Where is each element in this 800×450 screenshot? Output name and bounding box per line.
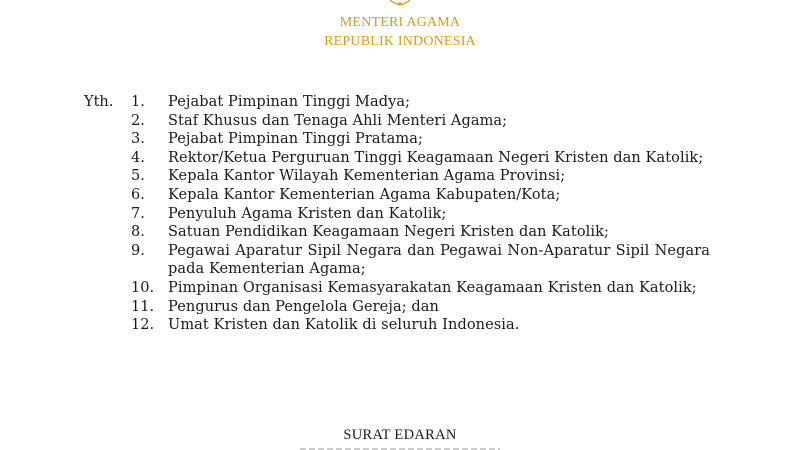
recipient-number: 3. (131, 131, 145, 148)
recipient-number: 8. (131, 224, 145, 241)
recipient-list (0, 93, 800, 335)
recipient-text: Pegawai Aparatur Sipil Negara dan Pegawai Non-Aparatur Sipil Negara pada Kementerian Agama; (168, 242, 710, 278)
recipient-item (0, 186, 800, 205)
recipient-number: 10. (131, 279, 155, 296)
garuda-emblem-icon (386, 0, 414, 8)
recipient-number: 12. (131, 317, 155, 334)
addressee-label: Yth. (84, 94, 114, 110)
recipient-item (0, 316, 800, 335)
recipient-text: Satuan Pendidikan Keagamaan Negeri Kristen dan Katolik; (168, 224, 610, 241)
recipient-item (0, 167, 800, 186)
letterhead-line-1: MENTERI AGAMA (339, 15, 461, 30)
recipient-item (0, 279, 800, 298)
recipient-number: 9. (131, 242, 145, 259)
recipient-number: 7. (131, 205, 145, 222)
recipient-text: Umat Kristen dan Katolik di seluruh Indonesia. (168, 317, 520, 334)
recipient-number: 4. (131, 149, 145, 166)
recipient-number: 1. (131, 94, 145, 110)
recipient-text: Kepala Kantor Wilayah Kementerian Agama Provinsi; (168, 168, 566, 185)
recipient-item (0, 242, 800, 279)
recipient-text: Penyuluh Agama Kristen dan Katolik; (168, 205, 447, 222)
recipient-text: Pengurus dan Pengelola Gereja; dan (168, 298, 439, 315)
recipient-item (0, 93, 800, 112)
recipient-item (0, 205, 800, 224)
letterhead (0, 13, 800, 51)
recipient-text: Kepala Kantor Kementerian Agama Kabupaten/Kota; (168, 186, 561, 203)
letterhead-line-2: REPUBLIK INDONESIA (324, 34, 476, 49)
recipient-text: Pejabat Pimpinan Tinggi Madya; (168, 94, 411, 110)
recipient-item (0, 298, 800, 317)
recipient-text: Pimpinan Organisasi Kemasyarakatan Keagamaan Kristen dan Katolik; (168, 279, 697, 296)
recipient-number: 11. (131, 298, 155, 315)
recipient-number: 5. (131, 168, 145, 185)
recipient-text: Staf Khusus dan Tenaga Ahli Menteri Agama; (168, 112, 508, 129)
recipient-item (0, 112, 800, 131)
recipient-text: Rektor/Ketua Perguruan Tinggi Keagamaan Negeri Kristen dan Katolik; (168, 149, 704, 166)
recipient-item (0, 223, 800, 242)
recipient-number: 6. (131, 186, 145, 203)
recipient-item (0, 130, 800, 149)
recipient-text: Pejabat Pimpinan Tinggi Pratama; (168, 131, 423, 148)
recipient-item (0, 149, 800, 168)
document-title: SURAT EDARAN (343, 427, 457, 443)
recipient-number: 2. (131, 112, 145, 129)
